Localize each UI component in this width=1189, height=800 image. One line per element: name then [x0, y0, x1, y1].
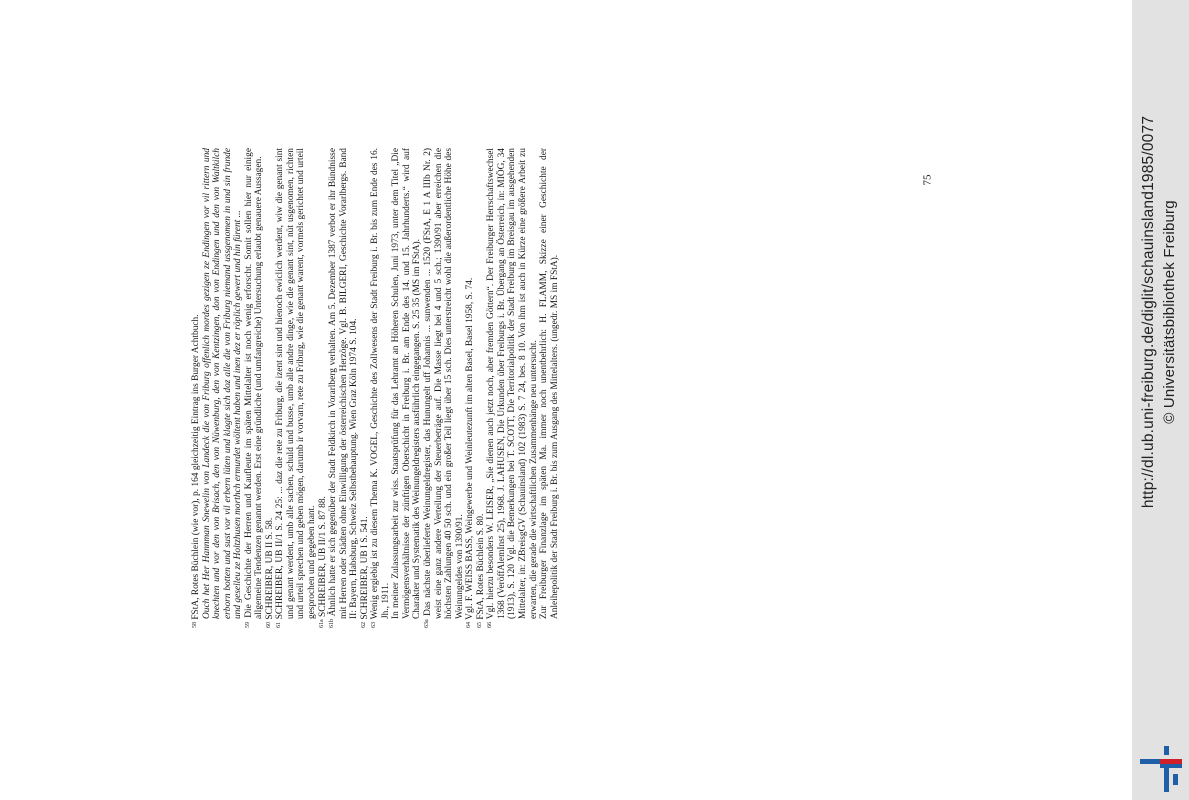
footnote-63 [370, 148, 391, 628]
footnote-fn63c-cont [391, 148, 423, 628]
footnote-number: 65 [476, 622, 483, 628]
footnote-text: Ouch het Her Hannman Snewelin von Landeck die von Friburg offenlich mordes gezigen ze Endingen vor vil rittern und knechten und vor den von Brisach, den von Nüwenburg, den von Kentzingen, don von Endingen und den von Waltkilch erborn botten und sust vor vil erbern lüten und klagte sich doz alle die von Friburg niemand ussgenomen in und sin frunde und geselleu ze Holtzhusen morthch ermurdet wöltent haben und inen dez er röplich gewert und hin fürent ... [201, 148, 244, 619]
footnote-text: Die Geschichte der Herren und Kaufleute im späten Mittelalter ist noch wenig erforscht. Somit sollen hier nur einige allgemeine Tendenzen genannt werden. Erst eine gründliche (und umfangreiche) Untersuchung erlaubt genauere Aussagen. [243, 147, 265, 619]
footnote-number: 63 [371, 622, 378, 628]
footnote-64 [465, 148, 476, 628]
footnote-60 [265, 148, 276, 628]
page-number: 75 [921, 174, 934, 186]
footnote-text: SCHREIBER, UB II S. 58. [264, 517, 275, 620]
footnote-62 [360, 148, 371, 628]
footnote-text: FStA, Rotes Büchlein S. 80. [475, 513, 486, 620]
footnote-number: 63a [424, 619, 431, 628]
footnote-59 [244, 148, 265, 628]
footnote-text: In meiner Zulassungsarbeit zur wiss. Staatsprüfung für das Lehramt an Höheren Schulen, Juni 1973, unter dem Titel „Die Vermögensverhältnisse der zünftigen Oberschicht in Freiburg i. Br. am Ende des 14. und 15. Jahrhunderts.“ wird auf Charakter und Systematik des Weinungeldregisters ausführlich eingegangen. S. 25 35 (MS im FStA). [391, 148, 423, 619]
footnote-number: 62 [360, 622, 367, 628]
footnote-number: 61a [318, 619, 325, 628]
footnote-number: 59 [244, 622, 251, 628]
sidebar-text [1138, 12, 1182, 612]
footnote-58 [191, 148, 202, 628]
sidebar [1132, 0, 1189, 800]
footnote-61b [328, 148, 360, 628]
footnote-65 [476, 148, 487, 628]
footnote-61 [275, 148, 317, 628]
footnote-number: 66 [487, 622, 494, 628]
footnote-text: Ähnlich hatte er sich gegenüber der Stadt Feldkirch in Vorarlberg verhalten. Am 5. Dezember 1387 verbot er ihr Bündnisse mit Herren oder Städten ohne Einwilligung der österreichischen Herzöge. Vgl. B. BILGERI, Geschichte Vorarlbergs. Band II: Bayern, Habsburg, Schweiz Selbstbehauptung. Wien Graz Köln 1974 S. 104. [328, 148, 360, 619]
ub-freiburg-logo-icon [1140, 746, 1182, 792]
permalink-url[interactable]: http://dl.ub.uni-freiburg.de/diglit/schauinsland1985/0077 [1140, 115, 1157, 509]
footnote-number: 60 [265, 622, 272, 628]
footnote-number: 61 [276, 622, 283, 628]
footnote-text: SCHREIBER, UB II/1 S. 87 88. [317, 496, 328, 617]
footnote-text: Vgl. hierzu besonders W. LEISER, „Sie dienen auch jetzt noch, aber fremden Göttern“. Der Freiburger Herrschaftswechsel 1368 (VeröffAlemInst 25), 1968. J. LAHUSEN, Die Urkunden über Freiburgs i. Br. Übergang an Österreich, in: MIÖG, 34 (1913), S. 120 Vgl. die Bemerkungen bei T. SCOTT, Die Territorialpolitik der Stadt Freiburg im Breisgau im ausgehenden Mittelalter, in: ZBreisgGV (Schauinsland) 102 (1983) S. 7 24, bes. 8 10. Von ihm ist auch in Kürze eine größere Arbeit zu erwarten, die gerade die wirtschaftlichen Zusammenhänge neu untersucht. [486, 148, 539, 620]
footnote-text: SCHREIBER, UB I S. 541. [359, 516, 370, 620]
footnote-text: FStA, Rotes Büchlein (wie vor), p. 164 gleichzeitig Eintrag ins Burger Achtbuch. [191, 314, 201, 620]
footnote-block [191, 148, 736, 628]
footnote-fn66c-cont [539, 148, 560, 628]
footnote-fn58c-cont [202, 148, 244, 628]
footnote-text: Das nächste überlieferte Weinungeldregister, das Hunungelt uff Johannis ... sunwenden ... 1520 (FStA, E 1 A IIIb Nr. 2) weist eine ganz andere Verteilung der Steuerbeträge auf. Die Masse liegt bei 4 und 5 sch.; 1390/91 aber erreichen die höchsten Zahlungen 40 50 sch. und ein großer Teil liegt über 15 sch. Dies unterstreicht wohl die außerordentliche Höhe des Weinungeldes von 1390/91. [423, 148, 465, 619]
footnote-text: Zur Freiburger Finanzlage im späten Ma. immer noch unentbehrlich: H. FLAMM, Skizze einer Geschichte der Anleihepolitik der Stadt Freiburg i. Br. bis zum Ausgang des Mittelalters. (ungedr. MS im FStA). [539, 148, 560, 619]
footnote-text: Vgl. F. WEISS BASS, Weingewerbe und Weinleutezunft im alten Basel, Basel 1958, S. 74. [465, 277, 476, 620]
footnote-number: 61b [329, 619, 336, 628]
footnote-61a [318, 148, 329, 628]
copyright-notice: © Universitätsbibliothek Freiburg [1161, 200, 1178, 424]
footnote-text: Wenig ergiebig ist zu diesem Thema K. VOGEL, Geschichte des Zollwesens der Stadt Freiburg i. Br. bis zum Ende des 16. Jh., 1911. [370, 148, 391, 620]
footnote-number: 58 [192, 622, 198, 628]
footnote-number: 64 [466, 622, 473, 628]
footnote-66 [486, 148, 539, 628]
footnote-text: SCHREIBER, UB II/1 S. 24 25: ... daz die rete zu Friburg, die izent sint und hienoch ewiclich werdent, wiw die genant sint und genant werdent, umb alle sachen, schuld und busse, umb alle andre dinge, wie die genant sint, nüt usgenomen, richten und urteil sprechen und geben mögen, darumb ir vorvarn, rete zu Friburg, wie die genant warent, vormels gerichtet und urteil gesprochen und gegeben hant. [275, 148, 318, 620]
footnote-63a [423, 148, 465, 628]
